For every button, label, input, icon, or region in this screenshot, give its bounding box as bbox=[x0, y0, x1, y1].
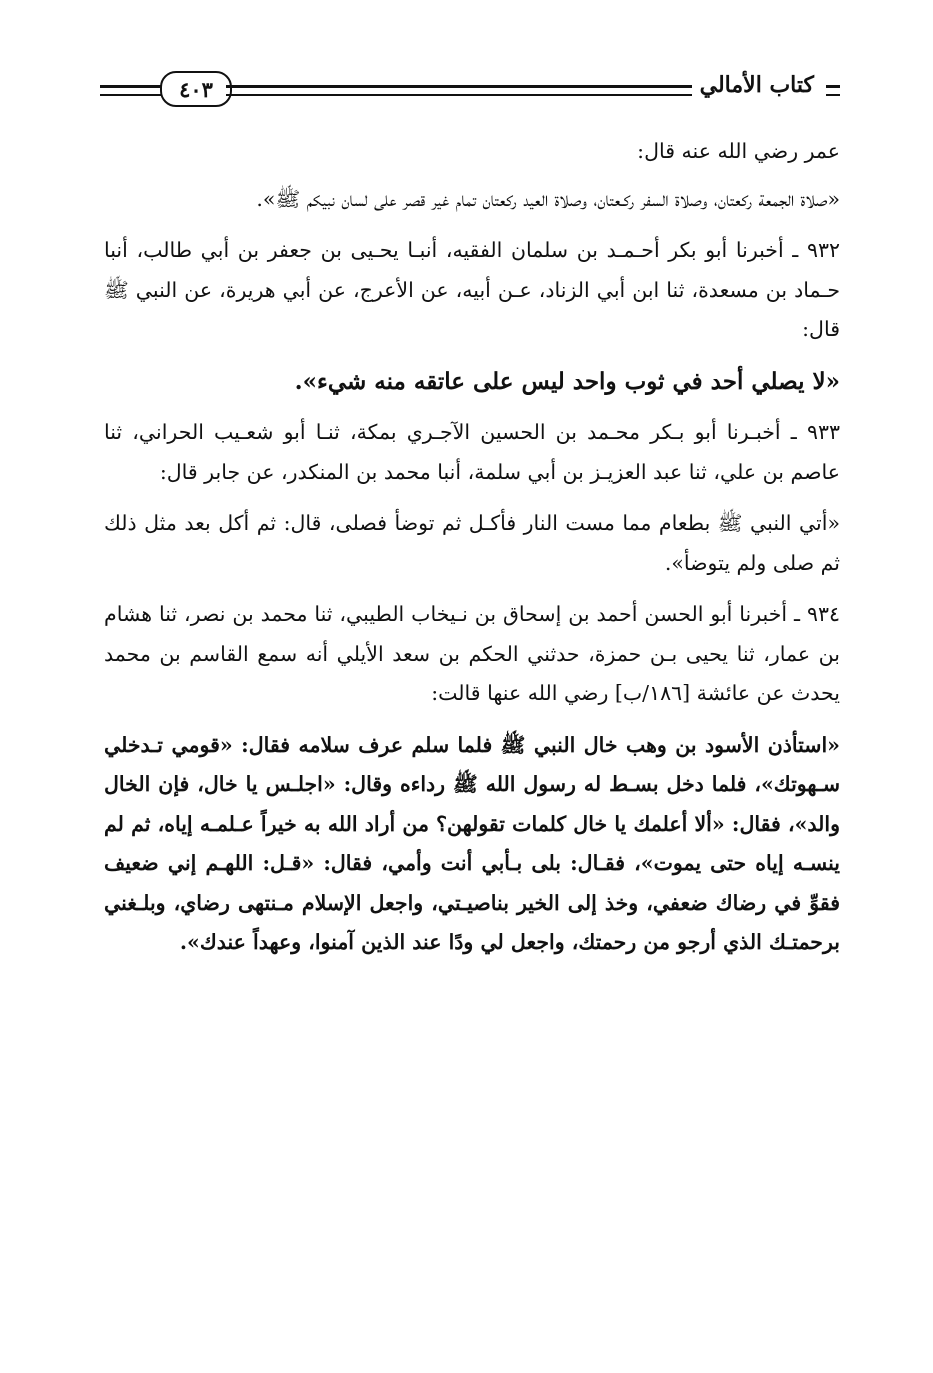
page-body bbox=[104, 132, 840, 975]
isnad-934: ٩٣٤ ـ أخبرنا أبو الحسن أحمد بن إسحاق بن نـيخاب الطيبي، ثنا محمد بن نصر، ثنا هشام بن عمار، ثنا يحيى بـن حمزة، حدثني الحكم بن سعد الأيلي أنه سمع القاسم بن محمد يحدث عن عائشة [١٨٦/ب] رضي الله عنها قالت: bbox=[104, 602, 840, 705]
page-header bbox=[100, 68, 840, 112]
isnad-933: ٩٣٣ ـ أخبـرنا أبو بـكر محـمد بن الحسين الآجـري بمكة، ثنـا أبو شعـيب الحراني، ثنا عاصم بن علي، ثنا عبد العزيـز بن أبي سلمة، أنبا محمد بن المنكدر، عن جابر قال: bbox=[104, 420, 840, 484]
running-title: كتاب الأمالي bbox=[692, 72, 822, 98]
header-rule-left bbox=[100, 85, 162, 96]
header-rule-middle bbox=[226, 85, 736, 96]
hadith-text-931: «صلاة الجمعة ركعتان، وصلاة السفر ركـعتان، وصلاة العيد ركعتان تمام غير قصر على لسان نبيكم ﷺ». bbox=[256, 186, 840, 211]
hadith-text-932: «لا يصلي أحد في ثوب واحد ليس على عاتقه منه شيء». bbox=[294, 367, 840, 395]
hadith-text-933: «أتي النبي ﷺ بطعام مما مست النار فأكـل ثم توضأ فصلى، قال: ثم أكل بعد مثل ذلك ثم صلى ولم يتوضأ». bbox=[104, 511, 840, 575]
header-rule-right bbox=[826, 85, 840, 96]
paragraph-intro: عمر رضي الله عنه قال: bbox=[637, 139, 840, 163]
page-number: ٤٠٣ bbox=[160, 71, 232, 107]
hadith-text-934: «استأذن الأسود بن وهب خال النبي ﷺ فلما سلم عرف سلامه فقال: «قومي تـدخلي سـهوتك»، فلما دخل بسـط له رسول الله ﷺ رداءه وقال: «اجلـس يا خال، فإن الخال والد»، فقال: «ألا أعلمك يا خال كلمات تقولهن؟ من أراد الله به خيراً عـلمـه إياه، ثم لم ينسـه إياه حتى يموت»، فقـال: بلى بـأبي أنت وأمي، فقال: «قـل: اللهـم إني ضعيف فقوِّ في رضاك ضعفي، وخذ إلى الخير بناصيـتي، واجعل الإسلام مـنتهى رضاي، وبلـغني برحمتـك الذي أرجو من رحمتك، واجعل لي ودًا عند الذين آمنوا، وعهداً عندك». bbox=[104, 732, 840, 954]
isnad-932: ٩٣٢ ـ أخبرنا أبو بكر أحـمـد بن سلمان الفقيه، أنبـا يحـيى بن جعفر بن أبي طالب، أنبا حـماد بن مسعدة، ثنا ابن أبي الزناد، عـن أبيه، عن الأعرج، عن أبي هريرة، عن النبي ﷺ قال: bbox=[104, 238, 840, 341]
